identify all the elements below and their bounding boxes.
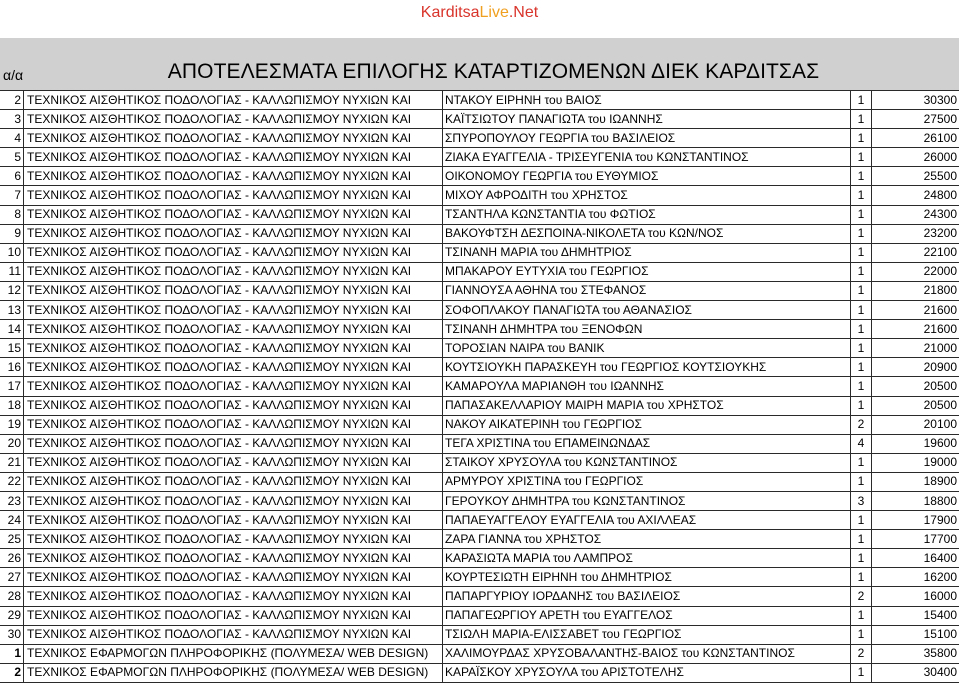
specialty-cell: ΤΕΧΝΙΚΟΣ ΑΙΣΘΗΤΙΚΟΣ ΠΟΔΟΛΟΓΙΑΣ - ΚΑΛΛΩΠΙΣΜΟΥ ΝΥΧΙΩΝ ΚΑΙ xyxy=(24,511,443,530)
candidate-name-cell: ΤΕΓΑ ΧΡΙΣΤΙΝΑ του ΕΠΑΜΕΙΝΩΝΔΑΣ xyxy=(443,434,851,453)
score-cell: 22100 xyxy=(872,243,959,262)
score-cell: 19000 xyxy=(872,453,959,472)
specialty-cell: ΤΕΧΝΙΚΟΣ ΑΙΣΘΗΤΙΚΟΣ ΠΟΔΟΛΟΓΙΑΣ - ΚΑΛΛΩΠΙΣΜΟΥ ΝΥΧΙΩΝ ΚΑΙ xyxy=(24,568,443,587)
row-number: 23 xyxy=(0,491,24,510)
table-row xyxy=(0,301,959,320)
table-row xyxy=(0,434,959,453)
candidate-name-cell: ΚΟΥΡΤΕΣΙΩΤΗ ΕΙΡΗΝΗ του ΔΗΜΗΤΡΙΟΣ xyxy=(443,568,851,587)
candidate-name-cell: ΠΑΠΑΓΕΩΡΓΙΟΥ ΑΡΕΤΗ του ΕΥΑΓΓΕΛΟΣ xyxy=(443,606,851,625)
table-row xyxy=(0,511,959,530)
table-row xyxy=(0,625,959,644)
table-row xyxy=(0,167,959,186)
specialty-cell: ΤΕΧΝΙΚΟΣ ΑΙΣΘΗΤΙΚΟΣ ΠΟΔΟΛΟΓΙΑΣ - ΚΑΛΛΩΠΙΣΜΟΥ ΝΥΧΙΩΝ ΚΑΙ xyxy=(24,625,443,644)
table-row xyxy=(0,472,959,491)
candidate-name-cell: ΚΑΡΑΪΣΚΟΥ ΧΡΥΣΟΥΛΑ του ΑΡΙΣΤΟΤΕΛΗΣ xyxy=(443,663,851,682)
preference-cell: 1 xyxy=(851,663,872,682)
specialty-cell: ΤΕΧΝΙΚΟΣ ΑΙΣΘΗΤΙΚΟΣ ΠΟΔΟΛΟΓΙΑΣ - ΚΑΛΛΩΠΙΣΜΟΥ ΝΥΧΙΩΝ ΚΑΙ xyxy=(24,530,443,549)
row-number: 12 xyxy=(0,281,24,300)
preference-cell: 1 xyxy=(851,568,872,587)
row-number: 22 xyxy=(0,472,24,491)
specialty-cell: ΤΕΧΝΙΚΟΣ ΑΙΣΘΗΤΙΚΟΣ ΠΟΔΟΛΟΓΙΑΣ - ΚΑΛΛΩΠΙΣΜΟΥ ΝΥΧΙΩΝ ΚΑΙ xyxy=(24,129,443,148)
row-number: 4 xyxy=(0,129,24,148)
preference-cell: 2 xyxy=(851,415,872,434)
score-cell: 18800 xyxy=(872,491,959,510)
specialty-cell: ΤΕΧΝΙΚΟΣ ΑΙΣΘΗΤΙΚΟΣ ΠΟΔΟΛΟΓΙΑΣ - ΚΑΛΛΩΠΙΣΜΟΥ ΝΥΧΙΩΝ ΚΑΙ xyxy=(24,358,443,377)
score-cell: 16000 xyxy=(872,587,959,606)
specialty-cell: ΤΕΧΝΙΚΟΣ ΑΙΣΘΗΤΙΚΟΣ ΠΟΔΟΛΟΓΙΑΣ - ΚΑΛΛΩΠΙΣΜΟΥ ΝΥΧΙΩΝ ΚΑΙ xyxy=(24,377,443,396)
score-cell: 16200 xyxy=(872,568,959,587)
score-cell: 19600 xyxy=(872,434,959,453)
score-cell: 16400 xyxy=(872,549,959,568)
specialty-cell: ΤΕΧΝΙΚΟΣ ΑΙΣΘΗΤΙΚΟΣ ΠΟΔΟΛΟΓΙΑΣ - ΚΑΛΛΩΠΙΣΜΟΥ ΝΥΧΙΩΝ ΚΑΙ xyxy=(24,224,443,243)
candidate-name-cell: ΤΣΙΩΛΗ ΜΑΡΙΑ-ΕΛΙΣΣΑΒΕΤ του ΓΕΩΡΓΙΟΣ xyxy=(443,625,851,644)
score-cell: 35800 xyxy=(872,644,959,663)
specialty-cell: ΤΕΧΝΙΚΟΣ ΑΙΣΘΗΤΙΚΟΣ ΠΟΔΟΛΟΓΙΑΣ - ΚΑΛΛΩΠΙΣΜΟΥ ΝΥΧΙΩΝ ΚΑΙ xyxy=(24,549,443,568)
table-row xyxy=(0,91,959,110)
score-cell: 20900 xyxy=(872,358,959,377)
row-number: 8 xyxy=(0,205,24,224)
candidate-name-cell: ΣΠΥΡΟΠΟΥΛΟΥ ΓΕΩΡΓΙΑ του ΒΑΣΙΛΕΙΟΣ xyxy=(443,129,851,148)
preference-cell: 1 xyxy=(851,243,872,262)
preference-cell: 2 xyxy=(851,587,872,606)
row-number: 17 xyxy=(0,377,24,396)
preference-cell: 2 xyxy=(851,644,872,663)
table-row xyxy=(0,663,959,682)
candidate-name-cell: ΟΙΚΟΝΟΜΟΥ ΓΕΩΡΓΙΑ του ΕΥΘΥΜΙΟΣ xyxy=(443,167,851,186)
candidate-name-cell: ΠΑΠΑΕΥΑΓΓΕΛΟΥ ΕΥΑΓΓΕΛΙΑ του ΑΧΙΛΛΕΑΣ xyxy=(443,511,851,530)
row-number: 13 xyxy=(0,301,24,320)
specialty-cell: ΤΕΧΝΙΚΟΣ ΑΙΣΘΗΤΙΚΟΣ ΠΟΔΟΛΟΓΙΑΣ - ΚΑΛΛΩΠΙΣΜΟΥ ΝΥΧΙΩΝ ΚΑΙ xyxy=(24,186,443,205)
preference-cell: 1 xyxy=(851,320,872,339)
table-row xyxy=(0,377,959,396)
candidate-name-cell: ΤΣΙΝΑΝΗ ΜΑΡΙΑ του ΔΗΜΗΤΡΙΟΣ xyxy=(443,243,851,262)
row-number: 28 xyxy=(0,587,24,606)
specialty-cell: ΤΕΧΝΙΚΟΣ ΑΙΣΘΗΤΙΚΟΣ ΠΟΔΟΛΟΓΙΑΣ - ΚΑΛΛΩΠΙΣΜΟΥ ΝΥΧΙΩΝ ΚΑΙ xyxy=(24,91,443,110)
row-number: 1 xyxy=(0,644,24,663)
row-number: 21 xyxy=(0,453,24,472)
preference-cell: 1 xyxy=(851,186,872,205)
page-title: ΑΠΟΤΕΛΕΣΜΑΤΑ ΕΠΙΛΟΓΗΣ ΚΑΤΑΡΤΙΖΟΜΕΝΩΝ ΔΙΕΚ ΚΑΡΔΙΤΣΑΣ xyxy=(0,60,959,84)
results-table-body xyxy=(0,91,959,683)
specialty-cell: ΤΕΧΝΙΚΟΣ ΑΙΣΘΗΤΙΚΟΣ ΠΟΔΟΛΟΓΙΑΣ - ΚΑΛΛΩΠΙΣΜΟΥ ΝΥΧΙΩΝ ΚΑΙ xyxy=(24,148,443,167)
preference-cell: 1 xyxy=(851,453,872,472)
preference-cell: 1 xyxy=(851,472,872,491)
table-row xyxy=(0,281,959,300)
candidate-name-cell: ΧΑΛΙΜΟΥΡΔΑΣ ΧΡΥΣΟΒΑΛΑΝΤΗΣ-ΒΑΙΟΣ του ΚΩΝΣΤΑΝΤΙΝΟΣ xyxy=(443,644,851,663)
index-column-label: α/α xyxy=(3,67,23,83)
row-number: 2 xyxy=(0,91,24,110)
table-row xyxy=(0,568,959,587)
table-row xyxy=(0,415,959,434)
preference-cell: 1 xyxy=(851,148,872,167)
table-row xyxy=(0,262,959,281)
row-number: 15 xyxy=(0,339,24,358)
table-row xyxy=(0,110,959,129)
candidate-name-cell: ΓΕΡΟΥΚΟΥ ΔΗΜΗΤΡΑ του ΚΩΝΣΤΑΝΤΙΝΟΣ xyxy=(443,491,851,510)
specialty-cell: ΤΕΧΝΙΚΟΣ ΑΙΣΘΗΤΙΚΟΣ ΠΟΔΟΛΟΓΙΑΣ - ΚΑΛΛΩΠΙΣΜΟΥ ΝΥΧΙΩΝ ΚΑΙ xyxy=(24,415,443,434)
score-cell: 23200 xyxy=(872,224,959,243)
candidate-name-cell: ΝΑΚΟΥ ΑΙΚΑΤΕΡΙΝΗ του ΓΕΩΡΓΙΟΣ xyxy=(443,415,851,434)
candidate-name-cell: ΓΙΑΝΝΟΥΣΑ ΑΘΗΝΑ του ΣΤΕΦΑΝΟΣ xyxy=(443,281,851,300)
specialty-cell: ΤΕΧΝΙΚΟΣ ΑΙΣΘΗΤΙΚΟΣ ΠΟΔΟΛΟΓΙΑΣ - ΚΑΛΛΩΠΙΣΜΟΥ ΝΥΧΙΩΝ ΚΑΙ xyxy=(24,396,443,415)
score-cell: 24800 xyxy=(872,186,959,205)
preference-cell: 1 xyxy=(851,167,872,186)
specialty-cell: ΤΕΧΝΙΚΟΣ ΑΙΣΘΗΤΙΚΟΣ ΠΟΔΟΛΟΓΙΑΣ - ΚΑΛΛΩΠΙΣΜΟΥ ΝΥΧΙΩΝ ΚΑΙ xyxy=(24,281,443,300)
candidate-name-cell: ΖΙΑΚΑ ΕΥΑΓΓΕΛΙΑ - ΤΡΙΣΕΥΓΕΝΙΑ του ΚΩΝΣΤΑΝΤΙΝΟΣ xyxy=(443,148,851,167)
specialty-cell: ΤΕΧΝΙΚΟΣ ΑΙΣΘΗΤΙΚΟΣ ΠΟΔΟΛΟΓΙΑΣ - ΚΑΛΛΩΠΙΣΜΟΥ ΝΥΧΙΩΝ ΚΑΙ xyxy=(24,491,443,510)
row-number: 6 xyxy=(0,167,24,186)
score-cell: 26100 xyxy=(872,129,959,148)
preference-cell: 4 xyxy=(851,434,872,453)
specialty-cell: ΤΕΧΝΙΚΟΣ ΑΙΣΘΗΤΙΚΟΣ ΠΟΔΟΛΟΓΙΑΣ - ΚΑΛΛΩΠΙΣΜΟΥ ΝΥΧΙΩΝ ΚΑΙ xyxy=(24,453,443,472)
candidate-name-cell: ΒΑΚΟΥΦΤΣΗ ΔΕΣΠΟΙΝΑ-ΝΙΚΟΛΕΤΑ του ΚΩΝ/ΝΟΣ xyxy=(443,224,851,243)
score-cell: 26000 xyxy=(872,148,959,167)
row-number: 29 xyxy=(0,606,24,625)
candidate-name-cell: ΠΑΠΑΡΓΥΡΙΟΥ ΙΟΡΔΑΝΗΣ του ΒΑΣΙΛΕΙΟΣ xyxy=(443,587,851,606)
table-row xyxy=(0,320,959,339)
candidate-name-cell: ΚΟΥΤΣΙΟΥΚΗ ΠΑΡΑΣΚΕΥΗ του ΓΕΩΡΓΙΟΣ ΚΟΥΤΣΙΟΥΚΗΣ xyxy=(443,358,851,377)
preference-cell: 1 xyxy=(851,110,872,129)
score-cell: 20500 xyxy=(872,377,959,396)
preference-cell: 1 xyxy=(851,530,872,549)
score-cell: 21600 xyxy=(872,301,959,320)
row-number: 9 xyxy=(0,224,24,243)
candidate-name-cell: ΤΣΑΝΤΗΛΑ ΚΩΝΣΤΑΝΤΙΑ του ΦΩΤΙΟΣ xyxy=(443,205,851,224)
table-row xyxy=(0,205,959,224)
table-row xyxy=(0,148,959,167)
specialty-cell: ΤΕΧΝΙΚΟΣ ΑΙΣΘΗΤΙΚΟΣ ΠΟΔΟΛΟΓΙΑΣ - ΚΑΛΛΩΠΙΣΜΟΥ ΝΥΧΙΩΝ ΚΑΙ xyxy=(24,587,443,606)
site-logo-part3: .Net xyxy=(509,4,538,21)
score-cell: 27500 xyxy=(872,110,959,129)
results-table xyxy=(0,90,959,683)
specialty-cell: ΤΕΧΝΙΚΟΣ ΕΦΑΡΜΟΓΩΝ ΠΛΗΡΟΦΟΡΙΚΗΣ (ΠΟΛΥΜΕΣΑ/ WEB DESIGN) xyxy=(24,644,443,663)
table-row xyxy=(0,453,959,472)
candidate-name-cell: ΝΤΑΚΟΥ ΕΙΡΗΝΗ του ΒΑΙΟΣ xyxy=(443,91,851,110)
candidate-name-cell: ΤΟΡΟΣΙΑΝ ΝΑΙΡΑ του ΒΑΝΙΚ xyxy=(443,339,851,358)
row-number: 11 xyxy=(0,262,24,281)
candidate-name-cell: ΣΟΦΟΠΛΑΚΟΥ ΠΑΝΑΓΙΩΤΑ του ΑΘΑΝΑΣΙΟΣ xyxy=(443,301,851,320)
preference-cell: 1 xyxy=(851,129,872,148)
specialty-cell: ΤΕΧΝΙΚΟΣ ΑΙΣΘΗΤΙΚΟΣ ΠΟΔΟΛΟΓΙΑΣ - ΚΑΛΛΩΠΙΣΜΟΥ ΝΥΧΙΩΝ ΚΑΙ xyxy=(24,606,443,625)
specialty-cell: ΤΕΧΝΙΚΟΣ ΑΙΣΘΗΤΙΚΟΣ ΠΟΔΟΛΟΓΙΑΣ - ΚΑΛΛΩΠΙΣΜΟΥ ΝΥΧΙΩΝ ΚΑΙ xyxy=(24,320,443,339)
table-row xyxy=(0,587,959,606)
candidate-name-cell: ΑΡΜΥΡΟΥ ΧΡΙΣΤΙΝΑ του ΓΕΩΡΓΙΟΣ xyxy=(443,472,851,491)
table-row xyxy=(0,644,959,663)
score-cell: 18900 xyxy=(872,472,959,491)
row-number: 25 xyxy=(0,530,24,549)
score-cell: 24300 xyxy=(872,205,959,224)
preference-cell: 1 xyxy=(851,549,872,568)
candidate-name-cell: ΚΑΡΑΣΙΩΤΑ ΜΑΡΙΑ του ΛΑΜΠΡΟΣ xyxy=(443,549,851,568)
site-logo-part2: Live xyxy=(480,4,509,21)
candidate-name-cell: ΣΤΑΙΚΟΥ ΧΡΥΣΟΥΛΑ του ΚΩΝΣΤΑΝΤΙΝΟΣ xyxy=(443,453,851,472)
candidate-name-cell: ΖΑΡΑ ΓΙΑΝΝΑ του ΧΡΗΣΤΟΣ xyxy=(443,530,851,549)
score-cell: 20500 xyxy=(872,396,959,415)
specialty-cell: ΤΕΧΝΙΚΟΣ ΕΦΑΡΜΟΓΩΝ ΠΛΗΡΟΦΟΡΙΚΗΣ (ΠΟΛΥΜΕΣΑ/ WEB DESIGN) xyxy=(24,663,443,682)
candidate-name-cell: ΜΠΑΚΑΡΟΥ ΕΥΤΥΧΙΑ του ΓΕΩΡΓΙΟΣ xyxy=(443,262,851,281)
preference-cell: 3 xyxy=(851,491,872,510)
table-row xyxy=(0,339,959,358)
specialty-cell: ΤΕΧΝΙΚΟΣ ΑΙΣΘΗΤΙΚΟΣ ΠΟΔΟΛΟΓΙΑΣ - ΚΑΛΛΩΠΙΣΜΟΥ ΝΥΧΙΩΝ ΚΑΙ xyxy=(24,434,443,453)
row-number: 24 xyxy=(0,511,24,530)
table-row xyxy=(0,129,959,148)
preference-cell: 1 xyxy=(851,396,872,415)
row-number: 7 xyxy=(0,186,24,205)
preference-cell: 1 xyxy=(851,91,872,110)
row-number: 30 xyxy=(0,625,24,644)
score-cell: 22000 xyxy=(872,262,959,281)
specialty-cell: ΤΕΧΝΙΚΟΣ ΑΙΣΘΗΤΙΚΟΣ ΠΟΔΟΛΟΓΙΑΣ - ΚΑΛΛΩΠΙΣΜΟΥ ΝΥΧΙΩΝ ΚΑΙ xyxy=(24,243,443,262)
score-cell: 20100 xyxy=(872,415,959,434)
score-cell: 21800 xyxy=(872,281,959,300)
table-header xyxy=(0,38,959,90)
preference-cell: 1 xyxy=(851,262,872,281)
score-cell: 21600 xyxy=(872,320,959,339)
specialty-cell: ΤΕΧΝΙΚΟΣ ΑΙΣΘΗΤΙΚΟΣ ΠΟΔΟΛΟΓΙΑΣ - ΚΑΛΛΩΠΙΣΜΟΥ ΝΥΧΙΩΝ ΚΑΙ xyxy=(24,339,443,358)
score-cell: 25500 xyxy=(872,167,959,186)
specialty-cell: ΤΕΧΝΙΚΟΣ ΑΙΣΘΗΤΙΚΟΣ ΠΟΔΟΛΟΓΙΑΣ - ΚΑΛΛΩΠΙΣΜΟΥ ΝΥΧΙΩΝ ΚΑΙ xyxy=(24,167,443,186)
preference-cell: 1 xyxy=(851,511,872,530)
specialty-cell: ΤΕΧΝΙΚΟΣ ΑΙΣΘΗΤΙΚΟΣ ΠΟΔΟΛΟΓΙΑΣ - ΚΑΛΛΩΠΙΣΜΟΥ ΝΥΧΙΩΝ ΚΑΙ xyxy=(24,301,443,320)
specialty-cell: ΤΕΧΝΙΚΟΣ ΑΙΣΘΗΤΙΚΟΣ ΠΟΔΟΛΟΓΙΑΣ - ΚΑΛΛΩΠΙΣΜΟΥ ΝΥΧΙΩΝ ΚΑΙ xyxy=(24,262,443,281)
row-number: 3 xyxy=(0,110,24,129)
score-cell: 30400 xyxy=(872,663,959,682)
score-cell: 21000 xyxy=(872,339,959,358)
row-number: 5 xyxy=(0,148,24,167)
row-number: 10 xyxy=(0,243,24,262)
preference-cell: 1 xyxy=(851,377,872,396)
table-row xyxy=(0,224,959,243)
table-row xyxy=(0,530,959,549)
specialty-cell: ΤΕΧΝΙΚΟΣ ΑΙΣΘΗΤΙΚΟΣ ΠΟΔΟΛΟΓΙΑΣ - ΚΑΛΛΩΠΙΣΜΟΥ ΝΥΧΙΩΝ ΚΑΙ xyxy=(24,472,443,491)
site-logo-part1: Karditsa xyxy=(421,4,480,21)
candidate-name-cell: ΚΑΪΤΣΙΩΤΟΥ ΠΑΝΑΓΙΩΤΑ του ΙΩΑΝΝΗΣ xyxy=(443,110,851,129)
row-number: 16 xyxy=(0,358,24,377)
preference-cell: 1 xyxy=(851,606,872,625)
preference-cell: 1 xyxy=(851,358,872,377)
row-number: 27 xyxy=(0,568,24,587)
candidate-name-cell: ΠΑΠΑΣΑΚΕΛΛΑΡΙΟΥ ΜΑΙΡΗ ΜΑΡΙΑ του ΧΡΗΣΤΟΣ xyxy=(443,396,851,415)
table-row xyxy=(0,396,959,415)
score-cell: 15100 xyxy=(872,625,959,644)
score-cell: 15400 xyxy=(872,606,959,625)
candidate-name-cell: ΚΑΜΑΡΟΥΛΑ ΜΑΡΙΑΝΘΗ του ΙΩΑΝΝΗΣ xyxy=(443,377,851,396)
table-row xyxy=(0,358,959,377)
row-number: 2 xyxy=(0,663,24,682)
table-row xyxy=(0,243,959,262)
preference-cell: 1 xyxy=(851,224,872,243)
row-number: 19 xyxy=(0,415,24,434)
row-number: 18 xyxy=(0,396,24,415)
table-row xyxy=(0,549,959,568)
specialty-cell: ΤΕΧΝΙΚΟΣ ΑΙΣΘΗΤΙΚΟΣ ΠΟΔΟΛΟΓΙΑΣ - ΚΑΛΛΩΠΙΣΜΟΥ ΝΥΧΙΩΝ ΚΑΙ xyxy=(24,110,443,129)
preference-cell: 1 xyxy=(851,301,872,320)
score-cell: 17900 xyxy=(872,511,959,530)
table-row xyxy=(0,186,959,205)
preference-cell: 1 xyxy=(851,339,872,358)
row-number: 26 xyxy=(0,549,24,568)
preference-cell: 1 xyxy=(851,281,872,300)
site-logo-text[interactable] xyxy=(0,2,959,24)
row-number: 14 xyxy=(0,320,24,339)
specialty-cell: ΤΕΧΝΙΚΟΣ ΑΙΣΘΗΤΙΚΟΣ ΠΟΔΟΛΟΓΙΑΣ - ΚΑΛΛΩΠΙΣΜΟΥ ΝΥΧΙΩΝ ΚΑΙ xyxy=(24,205,443,224)
row-number: 20 xyxy=(0,434,24,453)
table-row xyxy=(0,491,959,510)
score-cell: 17700 xyxy=(872,530,959,549)
score-cell: 30300 xyxy=(872,91,959,110)
preference-cell: 1 xyxy=(851,625,872,644)
candidate-name-cell: ΤΣΙΝΑΝΗ ΔΗΜΗΤΡΑ του ΞΕΝΟΦΩΝ xyxy=(443,320,851,339)
table-row xyxy=(0,606,959,625)
preference-cell: 1 xyxy=(851,205,872,224)
candidate-name-cell: ΜΙΧΟΥ ΑΦΡΟΔΙΤΗ του ΧΡΗΣΤΟΣ xyxy=(443,186,851,205)
